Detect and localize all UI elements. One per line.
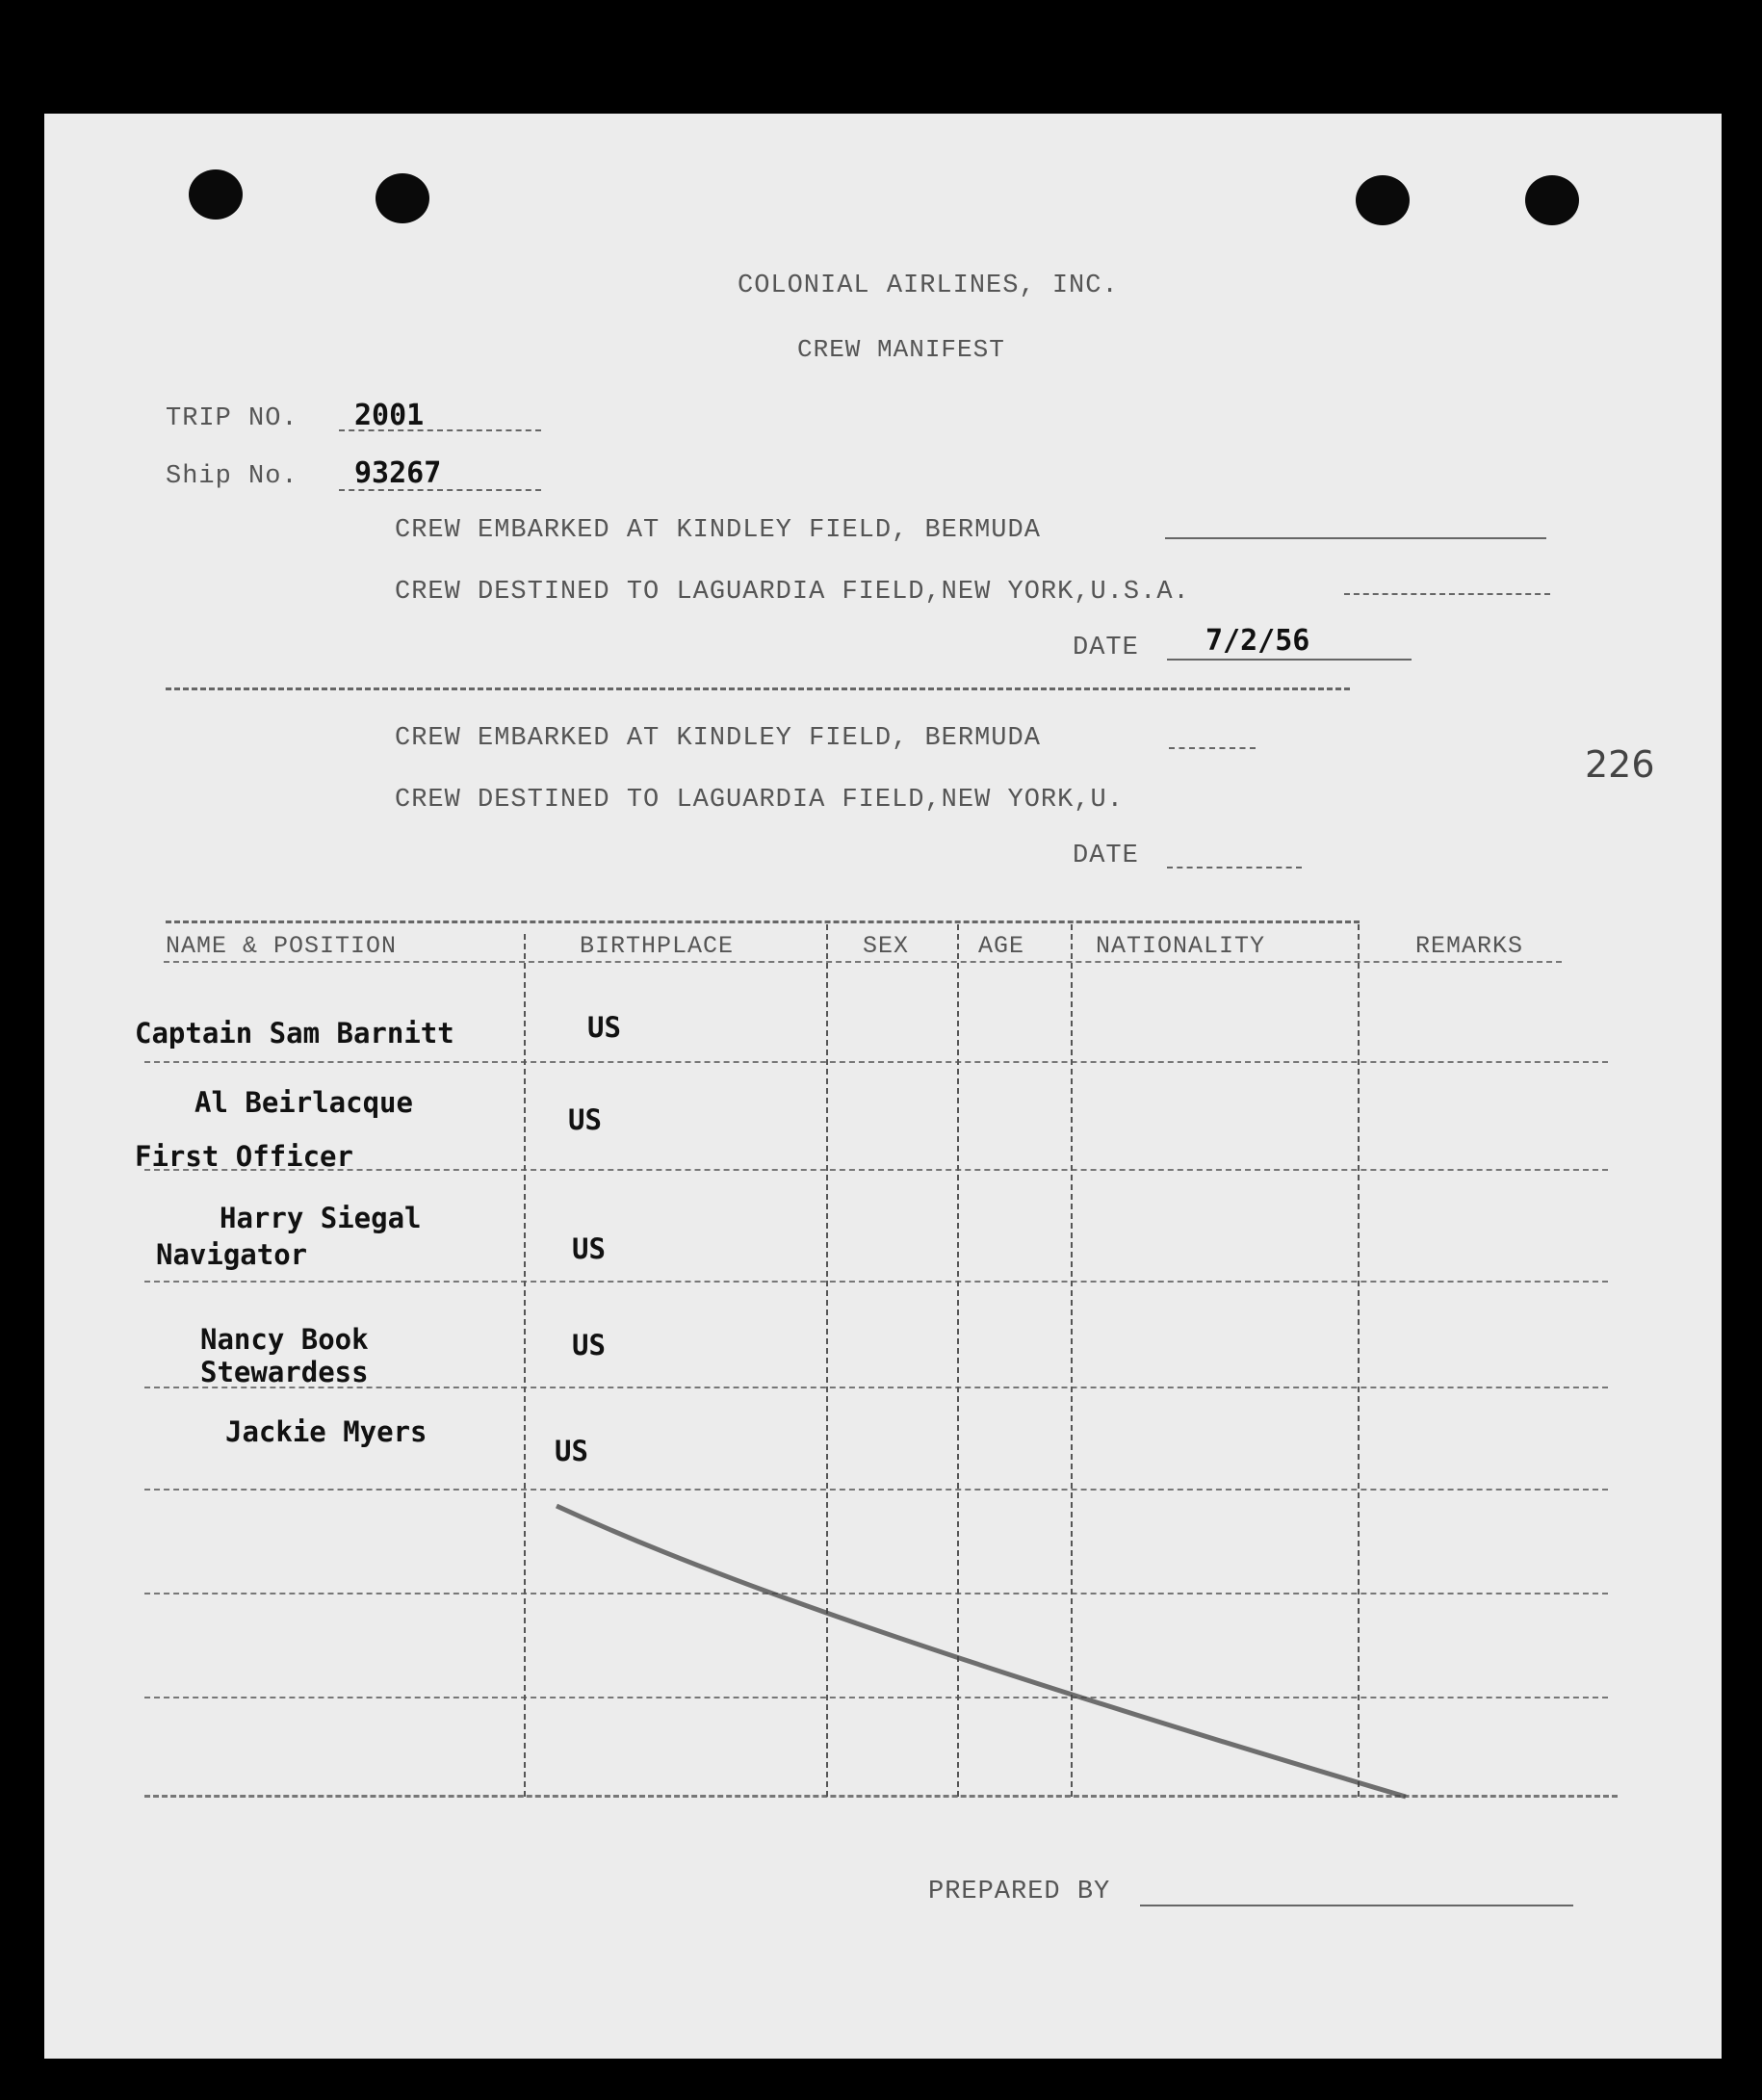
crew-birthplace: US (572, 1329, 606, 1361)
company-name: COLONIAL AIRLINES, INC. (738, 272, 1119, 300)
header-nationality: NATIONALITY (1096, 932, 1266, 960)
crew-birthplace: US (555, 1435, 588, 1467)
embarked-line-2: CREW EMBARKED AT KINDLEY FIELD, BERMUDA (395, 724, 1041, 753)
prepared-by-label: PREPARED BY (928, 1878, 1111, 1906)
date-label-1: DATE (1073, 634, 1139, 662)
header-name-position: NAME & POSITION (166, 932, 398, 960)
date-label-2: DATE (1073, 842, 1139, 870)
crew-birthplace: US (572, 1232, 606, 1265)
prepared-by-line (1140, 1905, 1573, 1906)
crew-name: Captain Sam Barnitt (135, 1017, 454, 1050)
crew-name: Harry Siegal (220, 1202, 422, 1234)
destined-line-1: CREW DESTINED TO LAGUARDIA FIELD,NEW YORK,U.S.A. (395, 578, 1190, 607)
header-sex: SEX (863, 932, 910, 960)
crew-birthplace: US (568, 1103, 602, 1136)
ship-number-value: 93267 (354, 456, 442, 490)
page-number: 226 (1585, 743, 1655, 786)
trip-number-label: TRIP NO. (166, 404, 298, 433)
document-title: CREW MANIFEST (797, 335, 1005, 364)
header-birthplace: BIRTHPLACE (580, 932, 735, 960)
header-age: AGE (978, 932, 1025, 960)
crew-position: Stewardess (200, 1356, 369, 1388)
crew-birthplace: US (587, 1011, 621, 1044)
crew-name: Al Beirlacque (194, 1086, 413, 1119)
header-remarks: REMARKS (1415, 932, 1524, 960)
crew-position: First Officer (135, 1140, 353, 1173)
crew-name: Jackie Myers (225, 1415, 428, 1448)
crew-position: Navigator (156, 1238, 308, 1271)
trip-number-value: 2001 (354, 399, 425, 432)
ship-number-label: Ship No. (166, 462, 298, 491)
crew-name: Nancy Book (200, 1323, 369, 1356)
destined-line-2: CREW DESTINED TO LAGUARDIA FIELD,NEW YORK,U. (395, 786, 1124, 815)
date-value-1: 7/2/56 (1205, 624, 1310, 658)
embarked-line-1: CREW EMBARKED AT KINDLEY FIELD, BERMUDA (395, 516, 1041, 545)
